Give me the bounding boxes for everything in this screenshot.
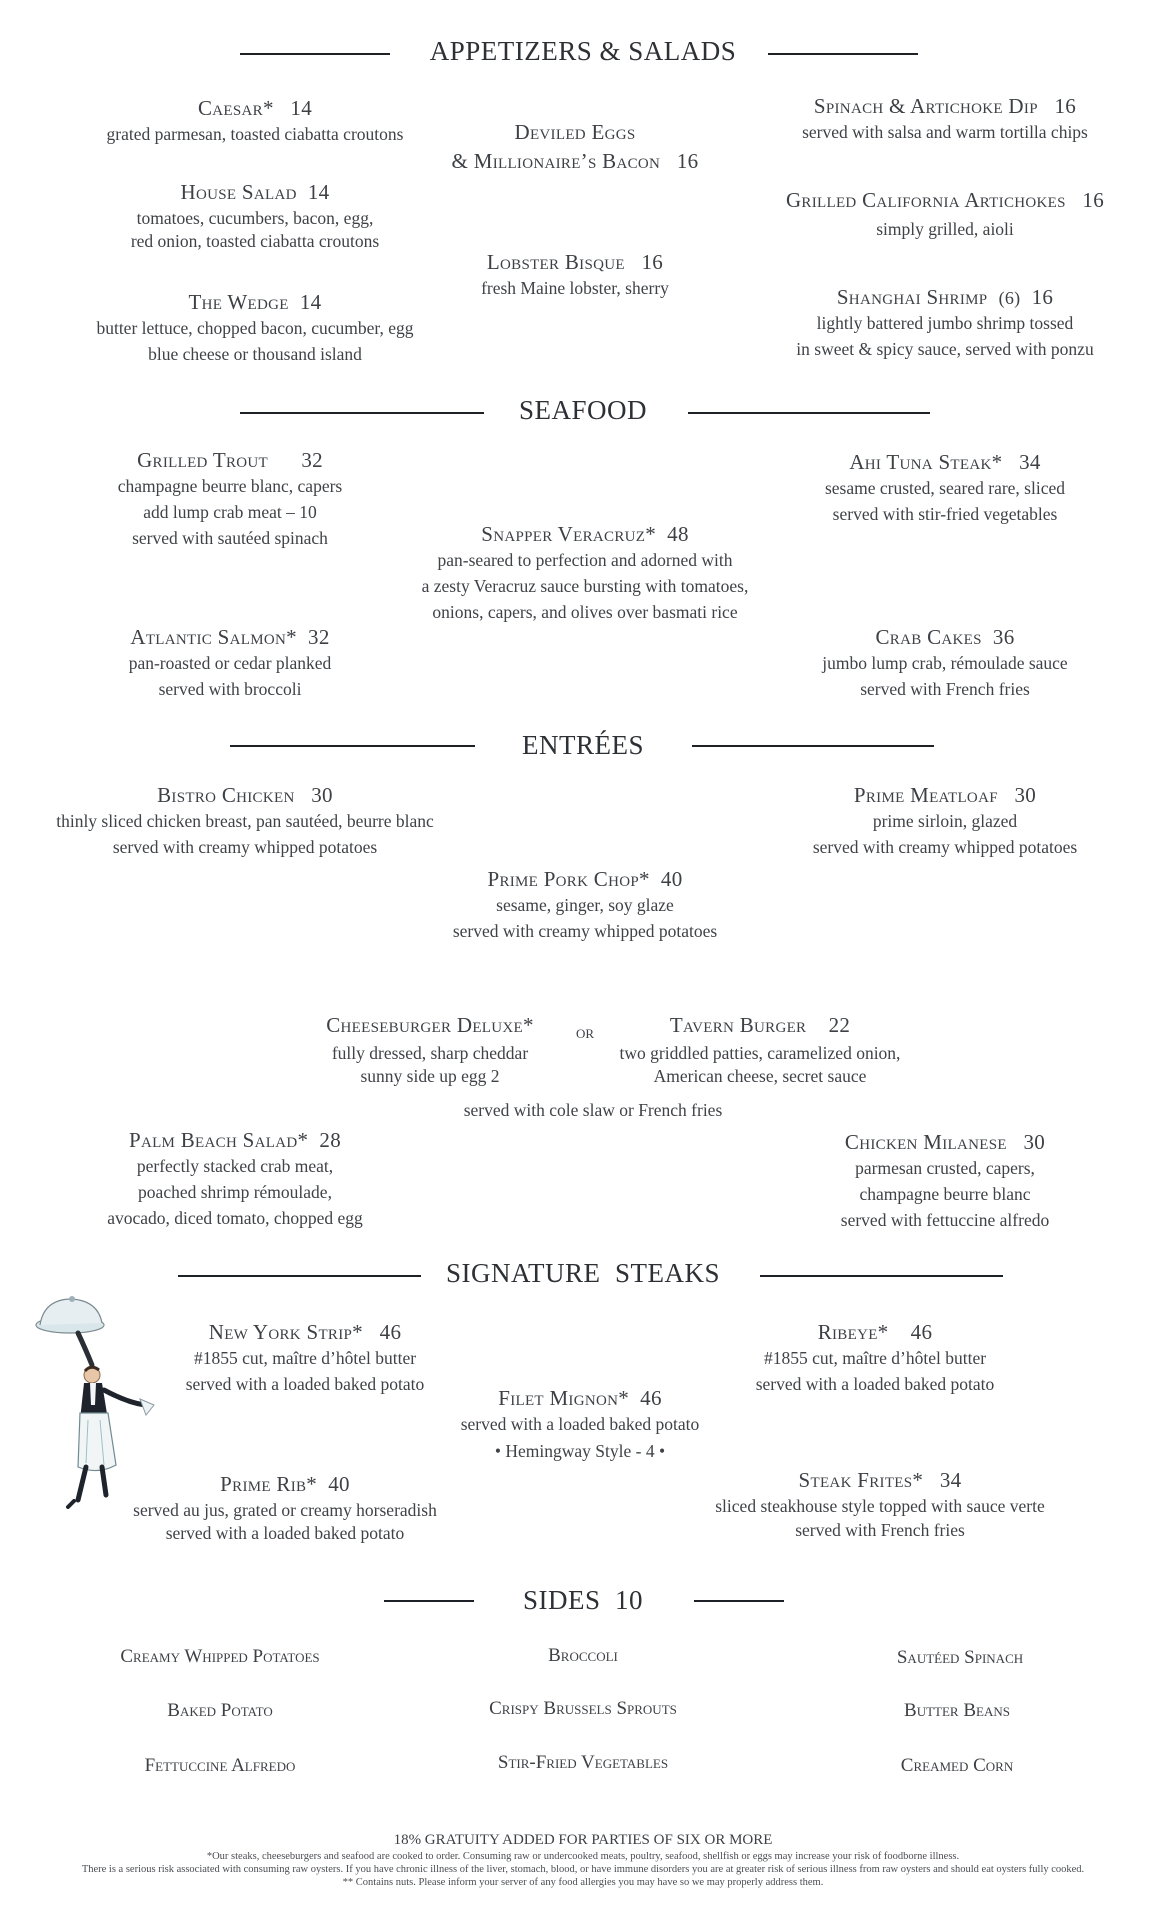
item-price: 14 — [290, 96, 313, 120]
item-name: Lobster Bisque — [486, 250, 625, 274]
item-name: The Wedge — [188, 290, 289, 314]
burger-side-note: served with cole slaw or French fries — [463, 1100, 723, 1120]
section-title-sides — [0, 1585, 1166, 1616]
item-name: Prime Meatloaf — [853, 783, 998, 807]
side-item: Baked Potato — [167, 1700, 273, 1721]
item-desc: butter lettuce, chopped bacon, cucumber, egg — [96, 318, 414, 338]
item-price: 32 — [301, 448, 323, 472]
item-desc: sesame, ginger, soy glaze — [496, 895, 674, 915]
item-desc: served with creamy whipped potatoes — [452, 921, 718, 941]
item-desc: • Hemingway Style - 4 • — [494, 1441, 666, 1461]
section-title-appetizers: APPETIZERS & SALADS — [429, 36, 737, 66]
item-name: Bistro Chicken — [157, 783, 295, 807]
side-item: Creamed Corn — [900, 1755, 1014, 1776]
item-desc: fully dressed, sharp cheddar — [331, 1043, 529, 1063]
item-desc: sunny side up egg 2 — [360, 1066, 500, 1086]
section-title-seafood: SEAFOOD — [518, 395, 648, 425]
item-price: 46 — [379, 1320, 402, 1344]
item-desc: sliced steakhouse style topped with sauce verte — [715, 1496, 1045, 1516]
item-note: (6) — [998, 288, 1021, 308]
item-name: Caesar* — [197, 96, 274, 120]
item-name: Ribeye* — [817, 1320, 889, 1344]
item-desc: avocado, diced tomato, chopped egg — [107, 1208, 363, 1228]
menu-item-bistro-chicken — [20, 783, 470, 860]
item-price: 46 — [640, 1386, 662, 1410]
item-desc: jumbo lump crab, rémoulade sauce — [822, 653, 1068, 673]
item-name: Chicken Milanese — [844, 1130, 1007, 1154]
item-price: 30 — [1014, 783, 1037, 807]
item-name: Ahi Tuna Steak* — [849, 450, 1003, 474]
item-price: 22 — [828, 1013, 851, 1037]
menu-item-ribeye — [720, 1320, 1030, 1397]
item-name: Prime Rib* — [220, 1472, 318, 1496]
item-desc: served with creamy whipped potatoes — [812, 837, 1078, 857]
item-desc: served with fettuccine alfredo — [840, 1210, 1050, 1230]
item-desc: #1855 cut, maître d’hôtel butter — [763, 1348, 987, 1368]
item-desc: fresh Maine lobster, sherry — [481, 278, 669, 298]
menu-item-palm-beach-salad — [30, 1128, 440, 1231]
item-price: 46 — [910, 1320, 933, 1344]
disclaimer-line: *Our steaks, cheeseburgers and seafood are cooked to order. Consuming raw or undercooked meats, poultry, seafood, shellfish or eggs may increase your risk of foodborne illness. — [206, 1851, 960, 1862]
item-desc: poached shrimp rémoulade, — [138, 1182, 332, 1202]
side-item: Crispy Brussels Sprouts — [489, 1698, 677, 1719]
item-desc: in sweet & spicy sauce, served with ponzu — [796, 339, 1094, 359]
section-rule-right — [760, 1275, 1003, 1277]
item-desc: served with salsa and warm tortilla chips — [802, 122, 1088, 142]
item-price: 16 — [1031, 285, 1054, 309]
item-price: 30 — [1023, 1130, 1046, 1154]
item-desc: served with French fries — [860, 679, 1030, 699]
item-name: Steak Frites* — [798, 1468, 924, 1492]
section-rule-right — [688, 412, 930, 414]
item-name: Grilled Trout — [137, 448, 268, 472]
side-item: Butter Beans — [904, 1700, 1010, 1721]
menu-item-chicken-milanese — [745, 1130, 1145, 1233]
item-name: Tavern Burger — [669, 1013, 807, 1037]
item-desc: onions, capers, and olives over basmati rice — [432, 602, 738, 622]
item-name: House Salad — [180, 180, 297, 204]
item-price: 16 — [1082, 188, 1105, 212]
item-price: 34 — [1019, 450, 1041, 474]
menu-item-tavern-burger — [600, 1013, 920, 1087]
item-desc: red onion, toasted ciabatta croutons — [130, 231, 380, 251]
item-desc: sesame crusted, seared rare, sliced — [824, 478, 1066, 498]
item-name: Filet Mignon* — [498, 1386, 630, 1410]
disclaimer-line: There is a serious risk associated with consuming raw oysters. If you have chronic illness of the liver, stomach, blood, or have immune disorders you are at greater risk of serious illness from raw oysters and should eat oysters fully cooked. — [81, 1864, 1085, 1875]
menu-item-grilled-artichokes — [745, 188, 1145, 242]
item-desc: pan-seared to perfection and adorned with — [437, 550, 733, 570]
menu-item-deviled-eggs — [395, 120, 755, 174]
item-price: 34 — [939, 1468, 962, 1492]
item-desc: served with creamy whipped potatoes — [112, 837, 378, 857]
item-desc: lightly battered jumbo shrimp tossed — [816, 313, 1074, 333]
item-price: 14 — [299, 290, 322, 314]
gratuity-notice: 18% GRATUITY ADDED FOR PARTIES OF SIX OR MORE — [393, 1832, 773, 1848]
item-price: 30 — [311, 783, 333, 807]
item-name: Atlantic Salmon* — [130, 625, 297, 649]
section-title-steaks: SIGNATURE STEAKS — [445, 1258, 721, 1288]
menu-item-house-salad — [40, 180, 470, 254]
item-desc: #1855 cut, maître d’hôtel butter — [193, 1348, 417, 1368]
menu-item-filet-mignon — [415, 1386, 745, 1464]
disclaimer-line: ** Contains nuts. Please inform your server of any food allergies you may have so we may properly address them. — [342, 1877, 824, 1888]
item-price: 40 — [660, 867, 683, 891]
item-desc: American cheese, secret sauce — [653, 1066, 867, 1086]
menu-item-ahi-tuna-steak — [745, 450, 1145, 527]
item-price: 32 — [308, 625, 330, 649]
menu-item-lobster-bisque — [395, 250, 755, 301]
menu-item-prime-meatloaf — [745, 783, 1145, 860]
item-price: 48 — [667, 522, 689, 546]
item-desc: pan-roasted or cedar planked — [128, 653, 332, 673]
item-name: Spinach & Artichoke Dip — [813, 94, 1038, 118]
sides-title: SIDES — [522, 1585, 601, 1615]
item-desc: served with a loaded baked potato — [185, 1374, 425, 1394]
item-desc: served au jus, grated or creamy horseradish — [133, 1500, 437, 1520]
item-desc: a zesty Veracruz sauce bursting with tomatoes, — [421, 576, 749, 596]
item-name: Prime Pork Chop* — [487, 867, 650, 891]
item-desc: two griddled patties, caramelized onion, — [619, 1043, 901, 1063]
item-price: 28 — [319, 1128, 341, 1152]
menu-item-atlantic-salmon — [30, 625, 430, 702]
menu-item-spinach-artichoke-dip — [745, 94, 1145, 145]
menu-item-shanghai-shrimp — [745, 285, 1145, 362]
side-item: Fettuccine Alfredo — [144, 1755, 296, 1776]
section-rule-right — [694, 1600, 784, 1602]
side-item: Broccoli — [548, 1645, 618, 1666]
item-desc: served with a loaded baked potato — [460, 1414, 700, 1434]
side-item: Creamy Whipped Potatoes — [120, 1646, 320, 1667]
side-item: Sautéed Spinach — [896, 1647, 1024, 1668]
menu-item-prime-pork-chop — [385, 867, 785, 944]
item-name: Snapper Veracruz* — [481, 522, 657, 546]
or-label: or — [576, 1022, 595, 1042]
item-price: 16 — [1054, 94, 1077, 118]
menu-item-cheeseburger-deluxe — [280, 1013, 580, 1087]
item-desc: prime sirloin, glazed — [872, 811, 1018, 831]
item-name: Crab Cakes — [875, 625, 982, 649]
item-desc: champagne beurre blanc, capers — [117, 476, 343, 496]
section-rule-right — [692, 745, 934, 747]
menu-item-prime-rib — [100, 1472, 470, 1546]
section-title-entrees: ENTRÉES — [522, 730, 644, 760]
sides-price: 10 — [615, 1585, 643, 1615]
item-desc: served with French fries — [795, 1520, 965, 1540]
item-desc: served with broccoli — [158, 679, 302, 699]
item-desc: served with stir-fried vegetables — [832, 504, 1058, 524]
menu-item-snapper-veracruz — [375, 522, 795, 625]
item-desc: blue cheese or thousand island — [148, 344, 362, 364]
menu-item-the-wedge — [40, 290, 470, 367]
item-price: 36 — [992, 625, 1015, 649]
item-desc: thinly sliced chicken breast, pan sautéed, beurre blanc — [56, 811, 434, 831]
item-desc: served with a loaded baked potato — [165, 1523, 405, 1543]
item-desc: served with sautéed spinach — [132, 528, 328, 548]
item-desc: simply grilled, aioli — [876, 219, 1014, 239]
item-desc: served with a loaded baked potato — [755, 1374, 995, 1394]
side-item: Stir-Fried Vegetables — [497, 1752, 669, 1773]
item-price: 14 — [307, 180, 330, 204]
item-price: 16 — [676, 149, 699, 173]
item-desc: perfectly stacked crab meat, — [136, 1156, 334, 1176]
menu-item-new-york-strip — [150, 1320, 460, 1397]
item-name: Shanghai Shrimp — [836, 285, 988, 309]
menu-item-crab-cakes — [745, 625, 1145, 702]
item-name: & Millionaire’s Bacon — [451, 149, 661, 173]
menu-item-grilled-trout — [30, 448, 430, 551]
item-name: Grilled California Artichokes — [785, 188, 1066, 212]
section-rule-right — [768, 53, 918, 55]
item-desc: grated parmesan, toasted ciabatta croutons — [106, 124, 404, 144]
menu-item-steak-frites — [690, 1468, 1070, 1543]
item-desc: add lump crab meat – 10 — [143, 502, 317, 522]
item-desc: champagne beurre blanc — [859, 1184, 1031, 1204]
item-name: Deviled Eggs — [514, 120, 636, 144]
item-price: 40 — [328, 1472, 350, 1496]
item-name: Palm Beach Salad* — [128, 1128, 309, 1152]
item-name: New York Strip* — [208, 1320, 363, 1344]
item-name: Cheeseburger Deluxe* — [326, 1013, 534, 1037]
item-price: 16 — [641, 250, 664, 274]
item-desc: parmesan crusted, capers, — [855, 1158, 1035, 1178]
item-desc: tomatoes, cucumbers, bacon, egg, — [136, 208, 374, 228]
